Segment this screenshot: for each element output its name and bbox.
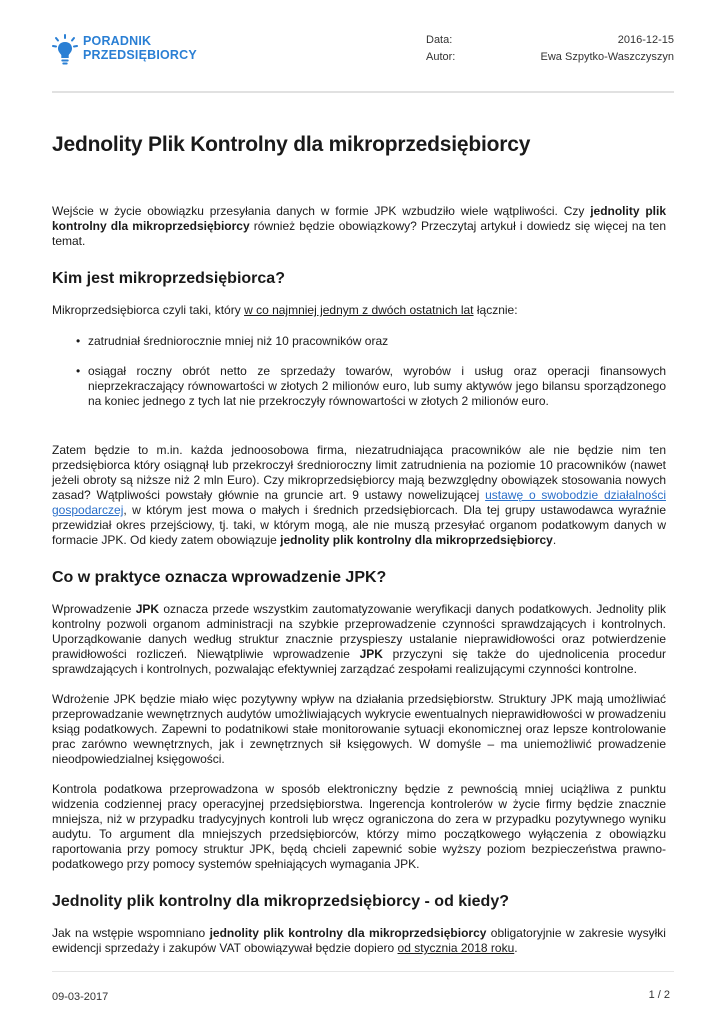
section2-paragraph-2: Wdrożenie JPK będzie miało więc pozytywny wpływ na działania przedsiębiorstw. Struktury JPK mają umożliwiać przeprowadzanie wewnętrznych audytów umożliwiających wykrycie ewentualnych nieprawidłowości w prowadzeniu ksiąg podatkowych. Zapewni to podatnikowi stałe monitorowanie sytuacji ekonomicznej oraz lepsze kontrolowanie prac zarówno wewnętrznych, jak i zewnętrznych sił księgowych. W domyśle – ma uniemożliwić prowadzenie nieodpowiedzialnej księgowości.: [52, 692, 666, 766]
footer-divider: [52, 971, 674, 972]
paragraph-text-3: przyczyni się także do ujednolicenia procedur sprawdzających i kontrolnych, pozwalając efektywniej zarządzać zespołami realizującymi czynności kontrolne.: [52, 647, 666, 676]
logo-line-1: PORADNIK: [83, 34, 152, 48]
meta-date-row: [426, 32, 674, 49]
page-number: 1 / 2: [648, 989, 670, 1001]
intro-paragraph: [52, 204, 666, 249]
article-title: Jednolity Plik Kontrolny dla mikroprzedsiębiorcy: [52, 133, 531, 156]
paragraph-bold: jednolity plik kontrolny dla mikroprzedsiębiorcy: [280, 533, 553, 547]
lead-underlined: w co najmniej jednym z dwóch ostatnich lat: [244, 303, 474, 317]
section3-paragraph: [52, 926, 666, 956]
section2-paragraph-3: Kontrola podatkowa przeprowadzona w sposób elektroniczny będzie z pewnością mniej uciążliwa z punktu widzenia codziennej pracy operacyjnej przedsiębiorstwa. Ingerencja kontrolerów w życie firmy będzie znacznie mniejsza, niż w przypadku tradycyjnych kontroli lub wręcz ograniczona do zera w przypadku pozytywnego wyniku audytu. To argument dla mniejszych przedsiębiorców, którzy mimo początkowego wyłączenia z obowiązku raportowania przy pomocy struktur JPK, będą chcieli zapewnić sobie wyższy poziom bezpieczeństwa prawno-podatkowego przy pomocy systemów spełniających wymagania JPK.: [52, 782, 666, 871]
paragraph-text: Wprowadzenie: [52, 602, 136, 616]
article-body: [52, 204, 666, 956]
list-item-text: osiągał roczny obrót netto ze sprzedaży towarów, wyrobów i usług oraz operacji finansowych nieprzekraczający równowartości w złotych 2 milionów euro, lub sumy aktywów jego bilansu sporządzonego na koniec jednego z tych lat nie przekroczyły równowartości w złotych 2 milionów euro.: [88, 364, 666, 408]
meta-author-row: [426, 49, 674, 66]
paragraph-text-3: .: [514, 941, 518, 955]
intro-text: Wejście w życie obowiązku przesyłania danych w formie JPK wzbudziło wiele wątpliwości. Czy: [52, 204, 591, 218]
author-label: Autor:: [426, 51, 456, 63]
section-heading-1: Kim jest mikroprzedsiębiorca?: [52, 270, 285, 287]
lightbulb-icon: [52, 34, 78, 70]
bullet-icon: •: [76, 364, 81, 378]
law-link[interactable]: ustawę o swobodzie działalności gospodarczej: [52, 488, 666, 517]
date-label: Data:: [426, 34, 453, 46]
logo-text: [83, 34, 197, 62]
list-item: [52, 364, 666, 409]
bullet-icon: •: [76, 334, 81, 348]
paragraph-text-2: obligatoryjnie w zakresie wysyłki ewidencji sprzedaży i zakupów VAT obowiązywał będzie dopiero: [52, 926, 666, 955]
list-item: [52, 334, 666, 349]
paragraph-text-2: , w którym jest mowa o małych i średnich przedsiębiorcach. Dla tej grupy ustawodawca wyraźnie przewidział okres przejściowy, tj. taki, w którym mogą, ale nie muszą przesyłać organom podatkowym danych w formacie JPK. Od kiedy zatem obowiązuje: [52, 503, 666, 547]
section-heading-2: Co w praktyce oznacza wprowadzenie JPK?: [52, 569, 387, 586]
section1-lead: [52, 303, 666, 318]
paragraph-bold: jednolity plik kontrolny dla mikroprzedsiębiorcy: [209, 926, 487, 940]
author-value: Ewa Szpytko-Waszczyszyn: [540, 51, 674, 63]
lead-text-2: łącznie:: [473, 303, 518, 317]
paragraph-text: Jak na wstępie wspomniano: [52, 926, 210, 940]
document-meta: [426, 32, 674, 66]
footer-date: 09-03-2017: [52, 991, 109, 1003]
paragraph-text-2: oznacza przede wszystkim zautomatyzowanie weryfikacji danych podatkowych. Jednolity plik kontrolny pozwoli organom administracji na szybkie przeprowadzenie czynności sprawdzających i kontrolnych. Uporządkowanie danych według struktur znacznie przyspieszy ustalanie nieprawidłowości oraz potwierdzenie prawidłowości rozliczeń. Niewątpliwie wprowadzenie: [52, 602, 666, 661]
jpk-bold: JPK: [135, 602, 160, 616]
intro-bold: jednolity plik kontrolny dla mikroprzedsiębiorcy: [52, 204, 667, 233]
paragraph-text-3: .: [552, 533, 557, 547]
logo-line-2: PRZEDSIĘBIORCY: [83, 48, 197, 62]
section-heading-3: Jednolity plik kontrolny dla mikroprzedsiębiorcy - od kiedy?: [52, 893, 509, 910]
criteria-list: [52, 334, 666, 409]
intro-text-2: również będzie obowiązkowy? Przeczytaj artykuł i dowiedz się więcej na ten temat.: [52, 219, 666, 248]
lead-text: Mikroprzedsiębiorca czyli taki, który: [52, 303, 245, 317]
section2-paragraph-1: [52, 602, 666, 677]
jpk-bold-2: JPK: [359, 647, 383, 661]
date-value: 2016-12-15: [617, 34, 674, 46]
date-underlined: od stycznia 2018 roku: [397, 941, 515, 955]
logo[interactable]: [52, 34, 197, 70]
paragraph-text: Zatem będzie to m.in. każda jednoosobowa firma, niezatrudniająca pracowników ale nie będzie nim ten przedsiębiorca który osiągnął lub przekroczył średnioroczny limit zatrudnienia na poziomie 10 pracowników (nawet jeżeli obroty są niższe niż 2 mln Euro). Czy mikroprzedsiębiorcy mają bezwzględny obowiązek stosowania nowych zasad? Wątpliwości powstały głównie na gruncie art. 9 ustawy nowelizującej: [52, 443, 666, 502]
section1-paragraph: [52, 443, 666, 548]
header-divider: [52, 91, 674, 93]
page-header: [52, 28, 674, 88]
list-item-text: zatrudniał średniorocznie mniej niż 10 pracowników oraz: [88, 334, 389, 348]
